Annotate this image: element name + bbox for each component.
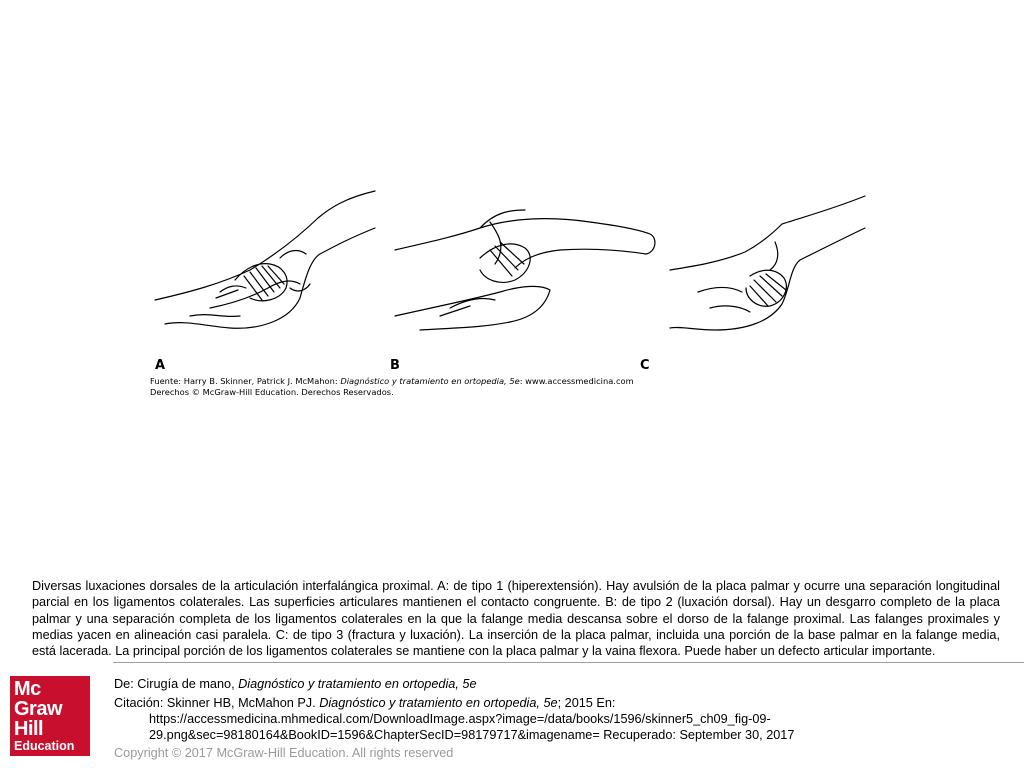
figure-credit: Fuente: Harry B. Skinner, Patrick J. McMahon: Diagnóstico y tratamiento en ortopedia, 5e: www.accessmedicina.com Derechos © McGraw-Hill Education. Derechos Reservados.	[150, 376, 634, 397]
copyright-notice: Copyright © 2017 McGraw-Hill Education. All rights reserved	[114, 746, 454, 760]
joint-dislocation-illustration	[150, 188, 870, 368]
panel-b-drawing	[395, 210, 655, 330]
figure-caption: Diversas luxaciones dorsales de la articulación interfalángica proximal. A: de tipo 1 (hiperextensión). Hay avulsión de la placa palmar y ocurre una separación longitudinal parcial en los ligamentos colaterales. Las superficies articulares mantienen el contacto congruente. B: de tipo 2 (luxación dorsal). Hay un desgarro completo de la placa palmar y una separación completa de los ligamentos colaterales en la que la falange media descansa sobre el dorso de la falange proximal. Las falanges proximales y medias yacen en alineación casi paralela. C: de tipo 3 (fractura y luxación). La inserción de la placa palmar, incluida una porción de la base palmar en la falange media, está lacerada. La principal porción de los ligamentos colaterales se mantiene con la placa palmar y la vaina flexora. Puede haber un defecto articular importante.	[32, 579, 1000, 659]
divider	[113, 662, 1024, 663]
citation-line: Citación: Skinner HB, McMahon PJ. Diagnóstico y tratamiento en ortopedia, 5e; 2015 En:	[114, 696, 616, 710]
panel-label-a: A	[155, 358, 166, 373]
mcgraw-hill-logo: Mc Graw Hill Education	[10, 676, 90, 756]
panel-c-drawing	[670, 196, 865, 330]
citation-url-line2: 29.png&sec=98180164&BookID=1596&ChapterSecID=98179717&imagename= Recuperado: September 30, 2017	[149, 728, 795, 742]
citation-url-line1: https://accessmedicina.mhmedical.com/DownloadImage.aspx?image=/data/books/1596/skinner5_ch09_fig-09-	[149, 712, 771, 726]
source-from: De: Cirugía de mano, Diagnóstico y tratamiento en ortopedia, 5e	[114, 677, 477, 691]
figure	[150, 188, 870, 398]
source-citation	[114, 676, 1014, 743]
panel-a-drawing	[155, 191, 375, 328]
panel-label-b: B	[390, 358, 400, 373]
panel-label-c: C	[640, 358, 650, 373]
